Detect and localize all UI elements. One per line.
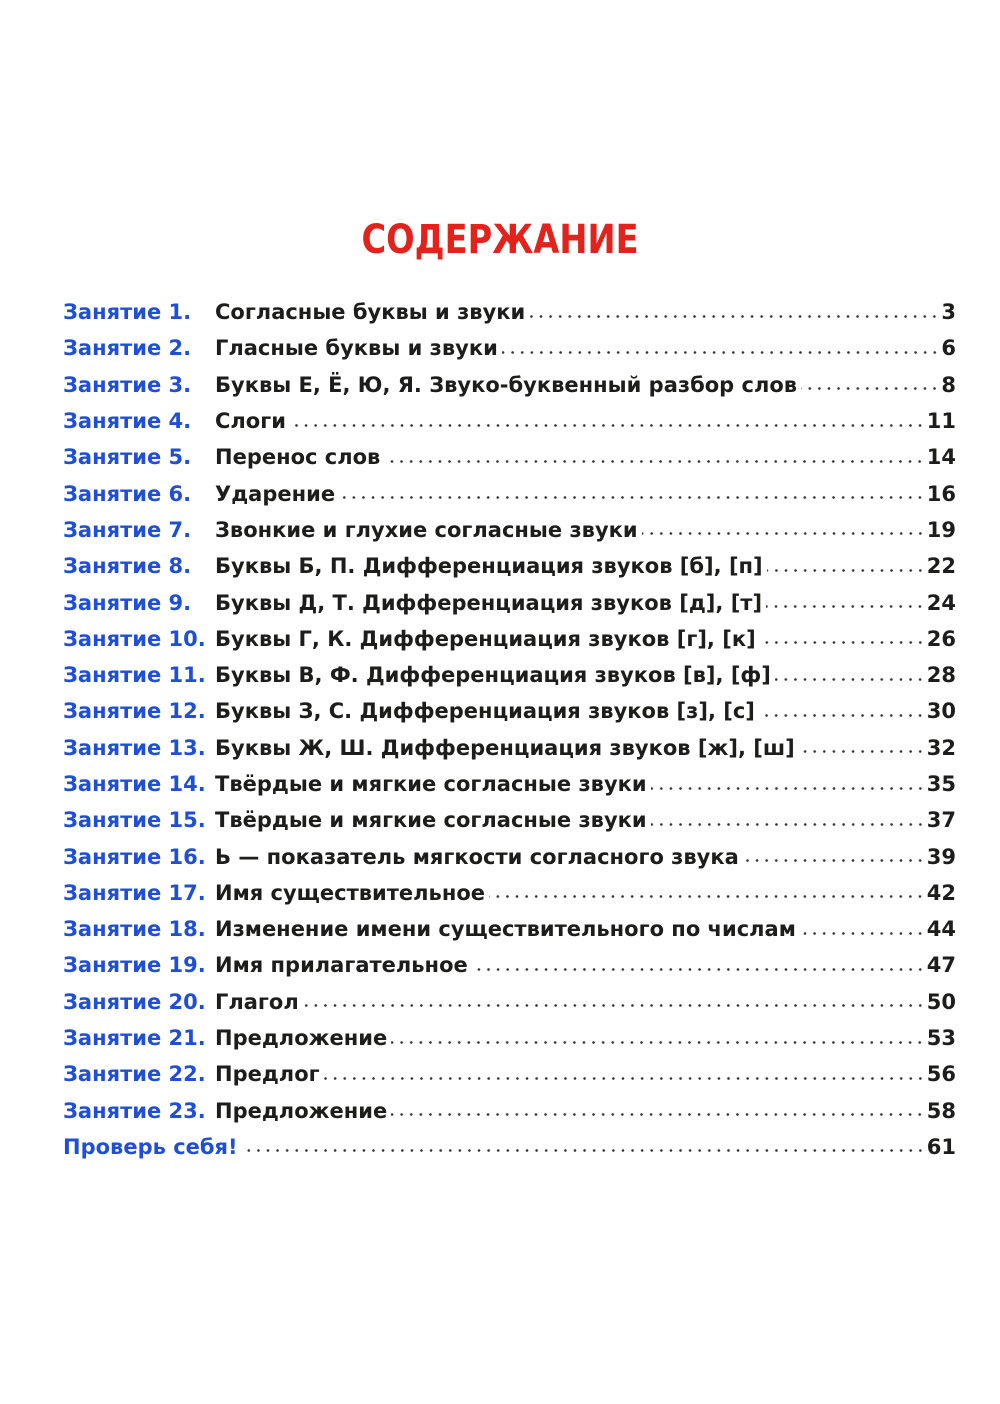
toc-topic: Предложение bbox=[215, 1098, 388, 1123]
dot-leader bbox=[472, 968, 925, 971]
dot-leader bbox=[801, 387, 939, 390]
toc-page-number: 39 bbox=[926, 844, 956, 869]
toc-lesson-label: Занятие 21. bbox=[63, 1026, 206, 1051]
dot-leader bbox=[529, 315, 939, 318]
dot-leader bbox=[767, 569, 925, 572]
toc-topic: Буквы Б, П. Дифференциация звуков [б], [п] bbox=[215, 554, 763, 579]
dot-leader bbox=[759, 714, 925, 717]
toc-lesson-label: Занятие 6. bbox=[63, 481, 192, 506]
table-of-contents bbox=[63, 294, 956, 1165]
toc-entry[interactable] bbox=[63, 475, 956, 511]
toc-topic: Ударение bbox=[215, 481, 336, 506]
toc-lesson-label: Занятие 5. bbox=[63, 445, 192, 470]
toc-topic: Перенос слов bbox=[215, 445, 381, 470]
toc-lesson-label: Занятие 9. bbox=[63, 590, 192, 615]
toc-entry[interactable] bbox=[63, 693, 956, 729]
toc-lesson-label: Занятие 14. bbox=[63, 772, 206, 796]
page-title: СОДЕРЖАНИЕ bbox=[361, 217, 639, 263]
dot-leader bbox=[799, 750, 925, 753]
toc-entry[interactable] bbox=[63, 766, 956, 802]
toc-lesson-label: Занятие 16. bbox=[63, 844, 206, 869]
toc-lesson-label: Занятие 12. bbox=[63, 699, 206, 724]
toc-page-number: 14 bbox=[926, 445, 956, 470]
toc-page-number: 44 bbox=[926, 917, 956, 942]
toc-lesson-label: Занятие 15. bbox=[63, 808, 206, 833]
toc-lesson-label: Занятие 23. bbox=[63, 1098, 206, 1123]
dot-leader bbox=[489, 895, 925, 898]
toc-entry[interactable] bbox=[63, 403, 956, 439]
toc-page-number: 16 bbox=[926, 481, 956, 506]
toc-entry[interactable] bbox=[63, 984, 956, 1020]
toc-topic: Твёрдые и мягкие согласные звуки bbox=[215, 808, 647, 833]
toc-page-number: 26 bbox=[926, 626, 956, 651]
toc-entry[interactable] bbox=[63, 838, 956, 874]
toc-page-number: 30 bbox=[926, 699, 956, 724]
dot-leader bbox=[384, 460, 924, 463]
toc-lesson-label: Занятие 3. bbox=[63, 372, 192, 397]
toc-topic: Глагол bbox=[215, 989, 299, 1014]
dot-leader bbox=[800, 932, 925, 935]
toc-entry[interactable] bbox=[63, 875, 956, 911]
toc-entry[interactable] bbox=[63, 548, 956, 584]
toc-entry[interactable] bbox=[63, 1056, 956, 1092]
toc-page-number: 61 bbox=[926, 1134, 956, 1159]
toc-topic: Буквы Ж, Ш. Дифференциация звуков [ж], [ш] bbox=[215, 735, 795, 760]
toc-entry[interactable] bbox=[63, 911, 956, 947]
toc-lesson-label: Занятие 2. bbox=[63, 336, 192, 361]
toc-entry[interactable] bbox=[63, 584, 956, 620]
toc-page-number: 37 bbox=[926, 808, 956, 833]
toc-lesson-label: Занятие 20. bbox=[63, 989, 206, 1014]
toc-entry[interactable] bbox=[63, 294, 956, 330]
dot-leader bbox=[651, 787, 925, 790]
toc-page-number: 53 bbox=[926, 1026, 956, 1051]
toc-page-number: 19 bbox=[926, 517, 956, 542]
toc-entry[interactable] bbox=[63, 947, 956, 983]
toc-lesson-label: Занятие 7. bbox=[63, 517, 192, 542]
dot-leader bbox=[242, 1149, 925, 1152]
toc-topic: Буквы В, Ф. Дифференциация звуков [в], [ф] bbox=[215, 663, 771, 688]
toc-topic: Твёрдые и мягкие согласные звуки bbox=[215, 772, 647, 796]
toc-page-number: 24 bbox=[926, 590, 956, 615]
toc-entry-self-check[interactable] bbox=[63, 1129, 956, 1165]
toc-page-number: 3 bbox=[941, 300, 956, 325]
toc-topic: Буквы Е, Ё, Ю, Я. Звуко-буквенный разбор слов bbox=[215, 372, 798, 397]
toc-self-check-label: Проверь себя! bbox=[63, 1134, 238, 1159]
toc-topic: Буквы З, С. Дифференциация звуков [з], [с] bbox=[215, 699, 755, 724]
toc-page-number: 11 bbox=[926, 409, 956, 434]
toc-lesson-label: Занятие 10. bbox=[63, 626, 206, 651]
dot-leader bbox=[324, 1077, 925, 1080]
toc-topic: Имя существительное bbox=[215, 880, 486, 905]
toc-topic: Ь — показатель мягкости согласного звука bbox=[215, 844, 739, 869]
toc-topic: Имя прилагательное bbox=[215, 953, 468, 978]
toc-topic: Буквы Г, К. Дифференциация звуков [г], [к] bbox=[215, 626, 756, 651]
toc-page-number: 56 bbox=[926, 1062, 956, 1087]
toc-entry[interactable] bbox=[63, 512, 956, 548]
toc-page-number: 42 bbox=[926, 880, 956, 905]
toc-lesson-label: Занятие 13. bbox=[63, 735, 206, 760]
toc-entry[interactable] bbox=[63, 330, 956, 366]
dot-leader bbox=[766, 605, 925, 608]
toc-topic: Предложение bbox=[215, 1026, 388, 1051]
toc-lesson-label: Занятие 1. bbox=[63, 300, 192, 325]
dot-leader bbox=[502, 351, 940, 354]
toc-page-number: 8 bbox=[941, 372, 956, 397]
toc-entry[interactable] bbox=[63, 367, 956, 403]
dot-leader bbox=[760, 641, 925, 644]
toc-lesson-label: Занятие 8. bbox=[63, 554, 192, 579]
dot-leader bbox=[339, 496, 925, 499]
toc-topic: Изменение имени существительного по числам bbox=[215, 917, 796, 942]
toc-page-number: 32 bbox=[926, 735, 956, 760]
toc-page-number: 47 bbox=[926, 953, 956, 978]
toc-entry[interactable] bbox=[63, 1093, 956, 1129]
toc-entry[interactable] bbox=[63, 1020, 956, 1056]
dot-leader bbox=[642, 532, 925, 535]
toc-topic: Предлог bbox=[215, 1062, 320, 1087]
toc-entry[interactable] bbox=[63, 730, 956, 766]
dot-leader bbox=[290, 424, 925, 427]
toc-entry[interactable] bbox=[63, 657, 956, 693]
toc-lesson-label: Занятие 17. bbox=[63, 880, 206, 905]
toc-lesson-label: Занятие 18. bbox=[63, 917, 206, 942]
toc-lesson-label: Занятие 11. bbox=[63, 663, 206, 688]
dot-leader bbox=[391, 1113, 925, 1116]
dot-leader bbox=[303, 1004, 925, 1007]
toc-topic: Звонкие и глухие согласные звуки bbox=[215, 517, 638, 542]
dot-leader bbox=[743, 859, 925, 862]
toc-topic: Буквы Д, Т. Дифференциация звуков [д], [т] bbox=[215, 590, 763, 615]
toc-page-number: 28 bbox=[926, 663, 956, 688]
toc-page-number: 22 bbox=[926, 554, 956, 579]
toc-entry[interactable] bbox=[63, 439, 956, 475]
toc-lesson-label: Занятие 19. bbox=[63, 953, 206, 978]
toc-entry[interactable] bbox=[63, 621, 956, 657]
toc-page-number: 50 bbox=[926, 989, 956, 1014]
toc-lesson-label: Занятие 22. bbox=[63, 1062, 206, 1087]
toc-page-number: 6 bbox=[941, 336, 956, 361]
toc-topic: Гласные буквы и звуки bbox=[215, 336, 498, 361]
dot-leader bbox=[651, 823, 925, 826]
dot-leader bbox=[391, 1041, 925, 1044]
toc-topic: Слоги bbox=[215, 409, 286, 434]
toc-topic: Согласные буквы и звуки bbox=[215, 300, 526, 325]
dot-leader bbox=[775, 678, 925, 681]
toc-lesson-label: Занятие 4. bbox=[63, 409, 192, 434]
toc-entry[interactable] bbox=[63, 802, 956, 838]
toc-page-number: 35 bbox=[926, 772, 956, 796]
toc-page-number: 58 bbox=[926, 1098, 956, 1123]
